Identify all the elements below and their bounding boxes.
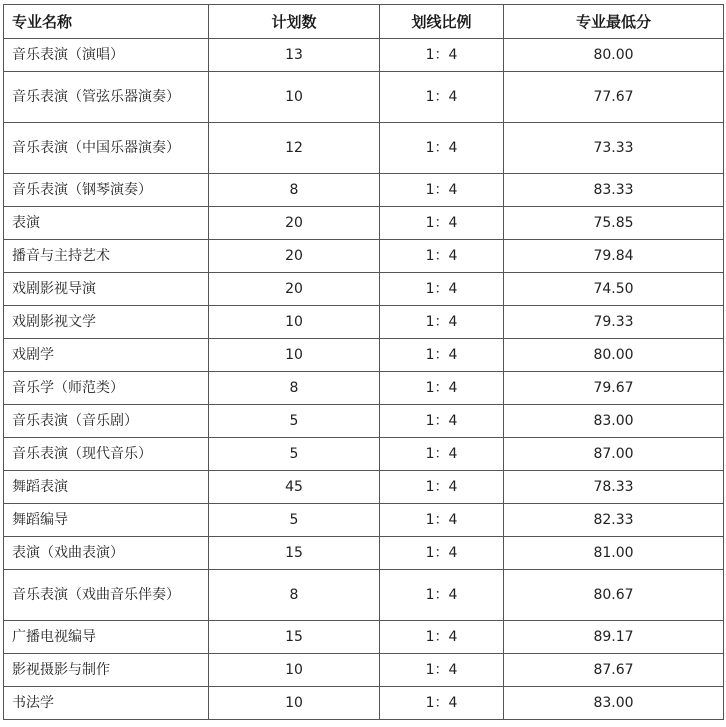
cell-major-name: 戏剧影视文学	[4, 306, 209, 339]
cell-cutoff-ratio: 1：4	[380, 621, 504, 654]
cell-min-score: 82.33	[504, 504, 724, 537]
cell-plan-count: 10	[209, 306, 380, 339]
cell-major-name: 音乐表演（戏曲音乐伴奏）	[4, 570, 209, 621]
cell-min-score: 78.33	[504, 471, 724, 504]
table-row	[4, 654, 724, 687]
cell-major-name: 播音与主持艺术	[4, 240, 209, 273]
table-row	[4, 207, 724, 240]
cell-major-name: 书法学	[4, 687, 209, 720]
cell-min-score: 79.67	[504, 372, 724, 405]
cell-plan-count: 10	[209, 339, 380, 372]
cell-major-name: 音乐学（师范类）	[4, 372, 209, 405]
cell-min-score: 80.67	[504, 570, 724, 621]
table-row	[4, 240, 724, 273]
cell-cutoff-ratio: 1：4	[380, 72, 504, 123]
cell-plan-count: 8	[209, 174, 380, 207]
cell-cutoff-ratio: 1：4	[380, 39, 504, 72]
cell-major-name: 音乐表演（管弦乐器演奏）	[4, 72, 209, 123]
cell-major-name: 音乐表演（中国乐器演奏）	[4, 123, 209, 174]
cell-cutoff-ratio: 1：4	[380, 339, 504, 372]
cell-min-score: 87.67	[504, 654, 724, 687]
cell-cutoff-ratio: 1：4	[380, 240, 504, 273]
cell-major-name: 音乐表演（钢琴演奏）	[4, 174, 209, 207]
table-row	[4, 174, 724, 207]
cell-plan-count: 13	[209, 39, 380, 72]
table-row	[4, 273, 724, 306]
table-row	[4, 621, 724, 654]
cell-min-score: 79.33	[504, 306, 724, 339]
cell-cutoff-ratio: 1：4	[380, 504, 504, 537]
cell-plan-count: 5	[209, 504, 380, 537]
cell-major-name: 表演（戏曲表演）	[4, 537, 209, 570]
cell-min-score: 89.17	[504, 621, 724, 654]
cell-min-score: 80.00	[504, 39, 724, 72]
cell-major-name: 音乐表演（现代音乐）	[4, 438, 209, 471]
cell-min-score: 81.00	[504, 537, 724, 570]
cell-plan-count: 8	[209, 570, 380, 621]
cell-cutoff-ratio: 1：4	[380, 174, 504, 207]
table-row	[4, 123, 724, 174]
table-row	[4, 687, 724, 720]
table-row	[4, 306, 724, 339]
cell-plan-count: 45	[209, 471, 380, 504]
cell-min-score: 83.33	[504, 174, 724, 207]
cell-plan-count: 20	[209, 273, 380, 306]
header-cutoff-ratio: 划线比例	[380, 5, 504, 39]
cell-cutoff-ratio: 1：4	[380, 537, 504, 570]
table-row	[4, 339, 724, 372]
cell-cutoff-ratio: 1：4	[380, 306, 504, 339]
cell-plan-count: 10	[209, 72, 380, 123]
cell-major-name: 表演	[4, 207, 209, 240]
cell-min-score: 74.50	[504, 273, 724, 306]
cell-cutoff-ratio: 1：4	[380, 471, 504, 504]
cell-plan-count: 5	[209, 405, 380, 438]
cell-cutoff-ratio: 1：4	[380, 372, 504, 405]
cell-plan-count: 15	[209, 621, 380, 654]
cell-plan-count: 15	[209, 537, 380, 570]
cell-min-score: 75.85	[504, 207, 724, 240]
cell-major-name: 广播电视编导	[4, 621, 209, 654]
cell-min-score: 73.33	[504, 123, 724, 174]
cell-cutoff-ratio: 1：4	[380, 438, 504, 471]
cell-plan-count: 10	[209, 654, 380, 687]
table-row	[4, 438, 724, 471]
cell-plan-count: 20	[209, 207, 380, 240]
cell-plan-count: 12	[209, 123, 380, 174]
cell-min-score: 79.84	[504, 240, 724, 273]
cell-min-score: 87.00	[504, 438, 724, 471]
table-row	[4, 72, 724, 123]
table-row	[4, 537, 724, 570]
cell-major-name: 舞蹈表演	[4, 471, 209, 504]
cell-cutoff-ratio: 1：4	[380, 687, 504, 720]
cell-cutoff-ratio: 1：4	[380, 207, 504, 240]
cell-cutoff-ratio: 1：4	[380, 654, 504, 687]
cell-min-score: 80.00	[504, 339, 724, 372]
cell-cutoff-ratio: 1：4	[380, 273, 504, 306]
cell-min-score: 83.00	[504, 405, 724, 438]
admission-table	[3, 4, 724, 720]
cell-major-name: 影视摄影与制作	[4, 654, 209, 687]
table-row	[4, 39, 724, 72]
cell-major-name: 音乐表演（音乐剧）	[4, 405, 209, 438]
table-row	[4, 504, 724, 537]
cell-plan-count: 8	[209, 372, 380, 405]
cell-major-name: 音乐表演（演唱）	[4, 39, 209, 72]
table-row	[4, 570, 724, 621]
cell-plan-count: 5	[209, 438, 380, 471]
table-row	[4, 372, 724, 405]
cell-min-score: 83.00	[504, 687, 724, 720]
header-plan-count: 计划数	[209, 5, 380, 39]
table-row	[4, 471, 724, 504]
cell-cutoff-ratio: 1：4	[380, 123, 504, 174]
header-min-score: 专业最低分	[504, 5, 724, 39]
cell-cutoff-ratio: 1：4	[380, 570, 504, 621]
cell-plan-count: 10	[209, 687, 380, 720]
cell-major-name: 戏剧学	[4, 339, 209, 372]
cell-cutoff-ratio: 1：4	[380, 405, 504, 438]
cell-plan-count: 20	[209, 240, 380, 273]
cell-min-score: 77.67	[504, 72, 724, 123]
cell-major-name: 戏剧影视导演	[4, 273, 209, 306]
table-row	[4, 405, 724, 438]
table-header-row	[4, 5, 724, 39]
header-major-name: 专业名称	[4, 5, 209, 39]
cell-major-name: 舞蹈编导	[4, 504, 209, 537]
